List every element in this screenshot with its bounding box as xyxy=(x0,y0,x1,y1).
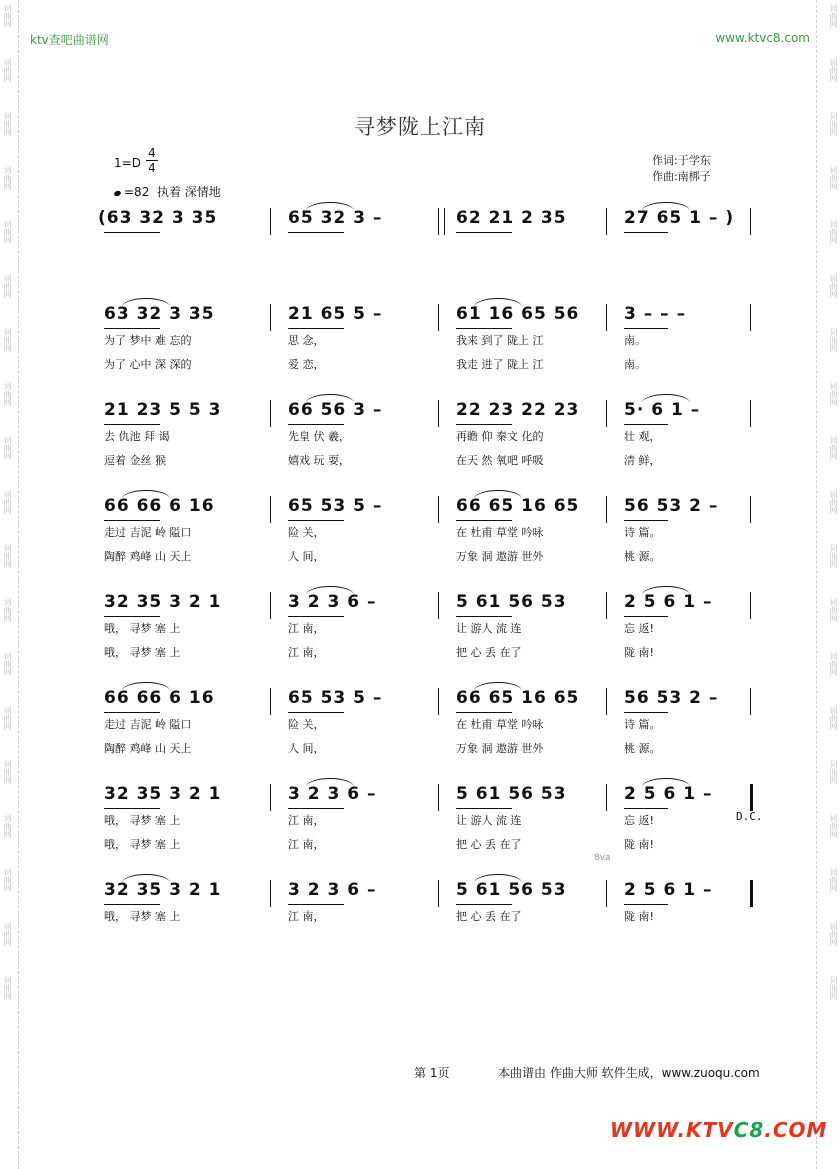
watermark-text: 词曲网 xyxy=(829,868,838,892)
lyric-r4-v2-m3: 万象 洞 遨游 世外 xyxy=(456,550,544,563)
barline xyxy=(606,208,607,235)
barline xyxy=(438,496,439,523)
lyric-r8-v1-m1: 哦， 寻梦 塞 上 xyxy=(104,910,181,923)
watermark-text: 词曲网 xyxy=(3,436,12,460)
lyric-r8-v1-m4: 陇 南! xyxy=(624,910,654,923)
lyric-r3-v2-m4: 清 鲜， xyxy=(624,454,661,467)
watermark-text: 词曲网 xyxy=(829,544,838,568)
beam xyxy=(288,616,344,617)
watermark-text: 词曲网 xyxy=(3,760,12,784)
lyric-r7-v1-m3: 让 游人 流 连 xyxy=(456,814,522,827)
lyric-r6-v1-m1: 走过 吉泥 岭 隘口 xyxy=(104,718,192,731)
lyric-r2-v1-m3: 我来 到了 陇上 江 xyxy=(456,334,544,347)
lyric-r5-v1-m1: 哦， 寻梦 塞 上 xyxy=(104,622,181,635)
lyric-r4-v2-m4: 桃 源。 xyxy=(624,550,661,563)
measure-r3-m3: 22 23 22 23 xyxy=(456,400,580,420)
watermark-text: 词曲网 xyxy=(3,490,12,514)
beam xyxy=(288,520,344,521)
slur xyxy=(306,202,354,211)
beam xyxy=(456,232,512,233)
watermark-text: 词曲网 xyxy=(829,4,838,28)
ktvc8-logo[interactable]: WWW.KTVC8.COM xyxy=(610,1118,828,1142)
barline xyxy=(270,496,271,523)
watermark-text: 词曲网 xyxy=(3,976,12,1000)
watermark-text: 词曲网 xyxy=(3,58,12,82)
beam xyxy=(288,904,344,905)
watermark-text: 词曲网 xyxy=(3,112,12,136)
lyric-r5-v1-m4: 忘 返! xyxy=(624,622,654,635)
lyric-r6-v2-m3: 万象 洞 遨游 世外 xyxy=(456,742,544,755)
lyric-r4-v1-m3: 在 杜甫 草堂 吟咏 xyxy=(456,526,544,539)
lyric-r7-v1-m4: 忘 返! xyxy=(624,814,654,827)
watermark-text: 词曲网 xyxy=(829,58,838,82)
measure-r7-m3: 5 61 56 53 xyxy=(456,784,567,804)
lyric-r6-v2-m2: 人 间， xyxy=(288,742,325,755)
barline xyxy=(270,400,271,427)
barline xyxy=(438,208,439,235)
lyric-r6-v2-m4: 桃 源。 xyxy=(624,742,661,755)
lyric-r6-v2-m1: 陶醉 鸡峰 山 天上 xyxy=(104,742,192,755)
measure-r6-m4: 56 53 2 – xyxy=(624,688,719,708)
measure-r5-m1: 32 35 3 2 1 xyxy=(104,592,222,612)
barline xyxy=(270,304,271,331)
barline xyxy=(750,304,751,331)
barline xyxy=(270,592,271,619)
barline xyxy=(270,688,271,715)
measure-r1-m2: 65 32 3 – xyxy=(288,208,383,228)
measure-r2-m3: 61 16 65 56 xyxy=(456,304,580,324)
measure-r2-m2: 21 65 5 – xyxy=(288,304,383,324)
watermark-text: 词曲网 xyxy=(829,112,838,136)
barline xyxy=(606,304,607,331)
lyric-r7-v2-m4: 陇 南! xyxy=(624,838,654,851)
lyric-r8-v1-m2: 江 南， xyxy=(288,910,325,923)
watermark-text: 词曲网 xyxy=(829,706,838,730)
ottava-mark: 8va xyxy=(594,853,611,863)
beam xyxy=(104,616,160,617)
lyric-r3-v2-m3: 在天 然 氧吧 呼吸 xyxy=(456,454,544,467)
key-signature: 1=D xyxy=(114,156,141,170)
beam xyxy=(456,904,512,905)
watermark-text: 词曲网 xyxy=(829,976,838,1000)
watermark-text: 词曲网 xyxy=(829,598,838,622)
beam xyxy=(104,424,160,425)
credits xyxy=(652,153,711,185)
beam xyxy=(456,424,512,425)
beam xyxy=(456,328,512,329)
lyric-r2-v2-m4: 南。 xyxy=(624,358,646,371)
beam xyxy=(104,712,160,713)
beam xyxy=(624,424,668,425)
measure-r6-m3: 66 65 16 65 xyxy=(456,688,580,708)
watermark-text: 词曲网 xyxy=(3,922,12,946)
watermark-text: 词曲网 xyxy=(829,760,838,784)
measure-r7-m4: 2 5 6 1 – xyxy=(624,784,713,804)
lyric-r2-v1-m4: 南。 xyxy=(624,334,646,347)
barline xyxy=(438,688,439,715)
slur xyxy=(642,394,690,403)
barline xyxy=(438,400,439,427)
watermark-text: 词曲网 xyxy=(829,490,838,514)
measure-r5-m3: 5 61 56 53 xyxy=(456,592,567,612)
barline xyxy=(750,784,753,811)
barline xyxy=(606,880,607,907)
watermark-text: 词曲网 xyxy=(829,436,838,460)
barline xyxy=(750,400,751,427)
watermark-text: 词曲网 xyxy=(3,166,12,190)
watermark-text: 词曲网 xyxy=(829,814,838,838)
watermark-text: 词曲网 xyxy=(829,652,838,676)
lyric-r2-v1-m2: 思 念， xyxy=(288,334,325,347)
slur xyxy=(642,202,690,211)
barline xyxy=(750,496,751,523)
lyric-r6-v1-m2: 险 关， xyxy=(288,718,325,731)
da-capo-mark: D.C. xyxy=(736,810,763,823)
lyric-r7-v2-m2: 江 南， xyxy=(288,838,325,851)
measure-r5-m2: 3 2 3 6 – xyxy=(288,592,377,612)
page-number: 第 1页 xyxy=(414,1066,450,1080)
beam xyxy=(456,616,512,617)
barline xyxy=(270,880,271,907)
beam xyxy=(288,328,344,329)
measure-r7-m1: 32 35 3 2 1 xyxy=(104,784,222,804)
time-signature: 4 4 xyxy=(146,146,158,175)
watermark-text: 词曲网 xyxy=(3,814,12,838)
slur xyxy=(474,298,522,307)
lyric-r2-v2-m1: 为了 心中 深 深的 xyxy=(104,358,192,371)
lyric-r5-v2-m1: 哦， 寻梦 塞 上 xyxy=(104,646,181,659)
measure-r3-m2: 66 56 3 – xyxy=(288,400,383,420)
barline xyxy=(606,688,607,715)
slur xyxy=(122,298,170,307)
barline xyxy=(438,304,439,331)
lyric-r6-v1-m4: 诗 篇。 xyxy=(624,718,661,731)
measure-r8-m2: 3 2 3 6 – xyxy=(288,880,377,900)
beam xyxy=(624,232,668,233)
beam xyxy=(104,520,160,521)
beam xyxy=(288,424,344,425)
slur xyxy=(306,394,354,403)
lyric-r2-v1-m1: 为了 梦中 难 忘的 xyxy=(104,334,192,347)
barline xyxy=(438,784,439,811)
measure-r2-m1: 63 32 3 35 xyxy=(104,304,215,324)
lyric-r5-v2-m3: 把 心 丢 在了 xyxy=(456,646,522,659)
expression-text: 执着 深情地 xyxy=(156,185,221,199)
slur xyxy=(474,490,522,499)
barline xyxy=(438,592,439,619)
beam xyxy=(456,808,512,809)
watermark-text: 词曲网 xyxy=(3,706,12,730)
lyric-r7-v2-m1: 哦， 寻梦 塞 上 xyxy=(104,838,181,851)
site-name-left[interactable]: ktv查吧曲谱网 xyxy=(30,33,109,47)
slur xyxy=(642,778,690,787)
watermark-text: 词曲网 xyxy=(3,868,12,892)
measure-r8-m1: 32 35 3 2 1 xyxy=(104,880,222,900)
beam xyxy=(104,328,160,329)
barline xyxy=(750,880,753,907)
watermark-text: 词曲网 xyxy=(829,274,838,298)
beam xyxy=(624,904,668,905)
watermark-text: 词曲网 xyxy=(829,328,838,352)
beam xyxy=(288,232,344,233)
beam xyxy=(104,232,160,233)
barline xyxy=(606,592,607,619)
watermark-text: 词曲网 xyxy=(3,598,12,622)
barline xyxy=(750,688,751,715)
side-watermark-right xyxy=(828,0,838,1169)
measure-r4-m2: 65 53 5 – xyxy=(288,496,383,516)
beam xyxy=(456,712,512,713)
barline xyxy=(270,784,271,811)
slur xyxy=(122,490,170,499)
measure-r4-m4: 56 53 2 – xyxy=(624,496,719,516)
barline xyxy=(606,400,607,427)
measure-r6-m2: 65 53 5 – xyxy=(288,688,383,708)
slur xyxy=(474,682,522,691)
lyric-r4-v2-m2: 人 间， xyxy=(288,550,325,563)
watermark-text: 词曲网 xyxy=(829,922,838,946)
beam xyxy=(288,712,344,713)
lyric-r6-v1-m3: 在 杜甫 草堂 吟咏 xyxy=(456,718,544,731)
beam xyxy=(624,616,668,617)
lyric-r4-v1-m2: 险 关， xyxy=(288,526,325,539)
lyricist: 作词:于学东 xyxy=(652,154,711,167)
beam xyxy=(456,520,512,521)
measure-r8-m4: 2 5 6 1 – xyxy=(624,880,713,900)
beam xyxy=(624,712,668,713)
measure-r1-m3: 62 21 2 35 xyxy=(456,208,567,228)
lyric-r7-v1-m2: 江 南， xyxy=(288,814,325,827)
measure-r5-m4: 2 5 6 1 – xyxy=(624,592,713,612)
tempo-marking: =82 执着 深情地 xyxy=(114,183,221,200)
lyric-r4-v1-m1: 走过 吉泥 岭 隘口 xyxy=(104,526,192,539)
slur xyxy=(306,778,354,787)
barline xyxy=(606,496,607,523)
lyric-r3-v1-m3: 再瞻 仰 秦文 化的 xyxy=(456,430,544,443)
song-title: 寻梦陇上江南 xyxy=(354,115,486,139)
lyric-r3-v1-m4: 壮 观， xyxy=(624,430,661,443)
lyric-r7-v2-m3: 把 心 丢 在了 xyxy=(456,838,522,851)
measure-r1-m1: (63 32 3 35 xyxy=(98,208,218,228)
lyric-r3-v1-m1: 去 仇池 拜 谒 xyxy=(104,430,170,443)
measure-r6-m1: 66 66 6 16 xyxy=(104,688,215,708)
barline-double xyxy=(444,208,445,235)
watermark-text: 词曲网 xyxy=(3,328,12,352)
lyric-r5-v1-m3: 让 游人 流 连 xyxy=(456,622,522,635)
lyric-r5-v2-m2: 江 南， xyxy=(288,646,325,659)
barline xyxy=(606,784,607,811)
lyric-r4-v1-m4: 诗 篇。 xyxy=(624,526,661,539)
composer: 作曲:南梆子 xyxy=(652,170,711,183)
barline xyxy=(750,208,751,235)
lyric-r3-v2-m2: 嬉戏 玩 耍， xyxy=(288,454,350,467)
beam xyxy=(104,904,160,905)
lyric-r5-v2-m4: 陇 南! xyxy=(624,646,654,659)
beam xyxy=(624,328,668,329)
barline xyxy=(750,592,751,619)
measure-r8-m3: 5 61 56 53 xyxy=(456,880,567,900)
slur xyxy=(306,586,354,595)
measure-r4-m1: 66 66 6 16 xyxy=(104,496,215,516)
beam xyxy=(624,808,668,809)
lyric-r8-v1-m3: 把 心 丢 在了 xyxy=(456,910,522,923)
beam xyxy=(288,808,344,809)
slur xyxy=(642,586,690,595)
lyric-r3-v1-m2: 先皇 伏 羲， xyxy=(288,430,350,443)
beam xyxy=(104,808,160,809)
side-watermark-left xyxy=(2,0,12,1169)
measure-r1-m4: 27 65 1 – ) xyxy=(624,208,735,228)
watermark-text: 词曲网 xyxy=(3,652,12,676)
watermark-text: 词曲网 xyxy=(829,382,838,406)
slur xyxy=(122,874,170,883)
barline xyxy=(438,880,439,907)
measure-r4-m3: 66 65 16 65 xyxy=(456,496,580,516)
slur xyxy=(122,682,170,691)
site-url-right[interactable]: www.ktvc8.com xyxy=(715,31,810,45)
watermark-text: 词曲网 xyxy=(3,382,12,406)
lyric-r7-v1-m1: 哦， 寻梦 塞 上 xyxy=(104,814,181,827)
watermark-text: 词曲网 xyxy=(3,4,12,28)
generator-credit: 本曲谱由 作曲大师 软件生成，www.zuoqu.com xyxy=(498,1066,760,1080)
measure-r3-m4: 5· 6 1 – xyxy=(624,400,701,420)
slur xyxy=(474,874,522,883)
lyric-r2-v2-m2: 爱 恋， xyxy=(288,358,325,371)
watermark-text: 词曲网 xyxy=(3,220,12,244)
lyric-r3-v2-m1: 逗着 金丝 猴 xyxy=(104,454,166,467)
watermark-text: 词曲网 xyxy=(829,220,838,244)
barline xyxy=(270,208,271,235)
watermark-text: 词曲网 xyxy=(3,544,12,568)
lyric-r5-v1-m2: 江 南， xyxy=(288,622,325,635)
quarter-note-icon xyxy=(113,190,121,197)
measure-r2-m4: 3 – – – xyxy=(624,304,687,324)
measure-r3-m1: 21 23 5 5 3 xyxy=(104,400,222,420)
measure-r7-m2: 3 2 3 6 – xyxy=(288,784,377,804)
lyric-r4-v2-m1: 陶醉 鸡峰 山 天上 xyxy=(104,550,192,563)
watermark-text: 词曲网 xyxy=(3,274,12,298)
lyric-r2-v2-m3: 我走 进了 陇上 江 xyxy=(456,358,544,371)
beam xyxy=(624,520,668,521)
watermark-text: 词曲网 xyxy=(829,166,838,190)
